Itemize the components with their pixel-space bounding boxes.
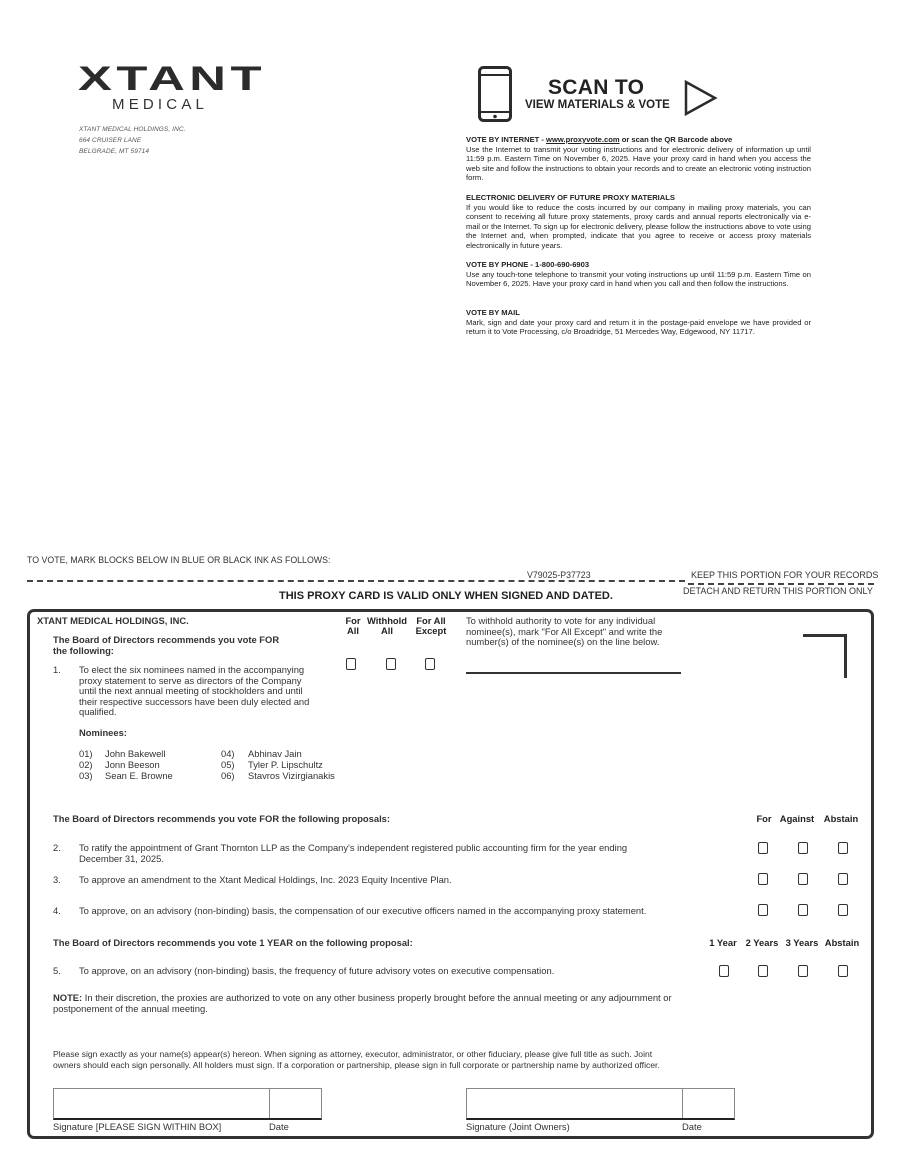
- nominee-num: 01): [79, 748, 93, 759]
- item-number: 3.: [53, 874, 61, 885]
- nominees-label: Nominees:: [79, 727, 127, 738]
- electronic-body: If you would like to reduce the costs incurred by our company in mailing proxy materials, you can consent to receiving all future proxy statements, proxy cards and annual reports electronically via e-mail or the Internet. To sign up for electronic delivery, please follow the instructions above to vote using the Internet and, when prompted, indicate that you agree to receive or access proxy materials electronically in future years.: [466, 202, 811, 250]
- joint-signature-label: Signature (Joint Owners): [466, 1121, 570, 1132]
- board-rec-1: The Board of Directors recommends you vote FOR the following:: [53, 634, 280, 656]
- date-label: Date: [269, 1121, 289, 1132]
- valid-notice: THIS PROXY CARD IS VALID ONLY WHEN SIGNED AND DATED.: [279, 590, 613, 602]
- proposal-3-text: To approve an amendment to the Xtant Medical Holdings, Inc. 2023 Equity Incentive Plan.: [79, 874, 452, 885]
- for-all-checkbox[interactable]: [346, 658, 356, 670]
- electronic-delivery: [466, 193, 811, 250]
- item1-text: To elect the six nominees named in the accompanying proxy statement to serve as directors of the Company until the next annual meeting of stockholders and until their respective successors have been duly elected and qualified.: [79, 664, 310, 717]
- p5-abstain-checkbox[interactable]: [838, 965, 848, 977]
- mail-heading: VOTE BY MAIL: [466, 308, 520, 317]
- scan-corner-mark: [803, 634, 847, 678]
- proposal-2-text: To ratify the appointment of Grant Thornton LLP as the Company's independent registered public accounting firm for the year ending December 31, 2025.: [79, 842, 628, 864]
- col-1-year: 1 Year: [709, 937, 737, 948]
- control-number: V79025-P37723: [527, 570, 591, 580]
- col-against: Against: [779, 813, 815, 824]
- p3-for-checkbox[interactable]: [758, 873, 768, 885]
- nominee-num: 06): [221, 770, 235, 781]
- to-vote-instruction: TO VOTE, MARK BLOCKS BELOW IN BLUE OR BLACK INK AS FOLLOWS:: [27, 555, 331, 565]
- col-abstain-freq: Abstain: [824, 937, 860, 948]
- xtant-logo: [78, 62, 266, 92]
- scan-subtitle: VIEW MATERIALS & VOTE: [525, 99, 670, 111]
- nominee-name: Abhinav Jain: [248, 748, 302, 759]
- proxyvote-link[interactable]: www.proxyvote.com: [546, 135, 620, 144]
- phone-body: Use any touch-tone telephone to transmit your voting instructions up until 11:59 p.m. Eastern Time on November 6, 2025. Have your proxy card in hand when you call and then follow the instructions.: [466, 269, 811, 288]
- nominee-num: 02): [79, 759, 93, 770]
- electronic-heading: ELECTRONIC DELIVERY OF FUTURE PROXY MATERIALS: [466, 193, 675, 202]
- item-number: 5.: [53, 965, 61, 976]
- play-arrow-icon: [684, 80, 718, 116]
- logo-wordmark: XTANT: [78, 62, 266, 92]
- mail-body: Mark, sign and date your proxy card and return it in the postage-paid envelope we have provided or return it to Vote Processing, c/o Broadridge, 51 Mercedes Way, Edgewood, NY 11717.: [466, 317, 811, 336]
- withhold-all-checkbox[interactable]: [386, 658, 396, 670]
- signature-label: Signature [PLEASE SIGN WITHIN BOX]: [53, 1121, 222, 1132]
- signature-box[interactable]: [53, 1088, 322, 1120]
- address-line: XTANT MEDICAL HOLDINGS, INC.: [79, 126, 186, 133]
- p3-abstain-checkbox[interactable]: [838, 873, 848, 885]
- nominee-name: Stavros Vizirgianakis: [248, 770, 335, 781]
- col-for-all-except: For All Except: [415, 615, 447, 636]
- date-label: Date: [682, 1121, 702, 1132]
- col-abstain: Abstain: [823, 813, 859, 824]
- phone-heading: VOTE BY PHONE - 1-800-690-6903: [466, 260, 590, 269]
- p4-for-checkbox[interactable]: [758, 904, 768, 916]
- card-company: XTANT MEDICAL HOLDINGS, INC.: [37, 615, 189, 626]
- note-text: NOTE: In their discretion, the proxies are authorized to vote on any other business properly brought before the annual meeting or any adjournment or postponement of the annual meeting.: [53, 992, 672, 1014]
- col-3-years: 3 Years: [785, 937, 819, 948]
- address-line: 664 CRUISER LANE: [79, 137, 142, 144]
- joint-signature-box[interactable]: [466, 1088, 735, 1120]
- detach-line-right: [688, 583, 874, 585]
- p4-abstain-checkbox[interactable]: [838, 904, 848, 916]
- withhold-note: To withhold authority to vote for any individual nominee(s), mark "For All Except" and write the number(s) of the nominee(s) on the line below.: [466, 615, 663, 647]
- col-2-years: 2 Years: [745, 937, 779, 948]
- nominee-num: 04): [221, 748, 235, 759]
- internet-heading-tail: or scan the QR Barcode above: [619, 135, 733, 144]
- nominee-num: 05): [221, 759, 235, 770]
- internet-body: Use the Internet to transmit your voting instructions and for electronic delivery of information up until 11:59 p.m. Eastern Time on November 6, 2025. Have your proxy card in hand when you access the web site and follow the instructions to obtain your records and to create an electronic voting instruction form.: [466, 144, 811, 182]
- proposal-5-text: To approve, on an advisory (non-binding) basis, the frequency of future advisory votes on executive compensation.: [79, 965, 555, 976]
- nominee-name: John Bakewell: [105, 748, 166, 759]
- logo-medical: MEDICAL: [112, 96, 209, 113]
- internet-heading: VOTE BY INTERNET -: [466, 135, 547, 144]
- col-for: For: [756, 813, 772, 824]
- nominee-name: Tyler P. Lipschultz: [248, 759, 323, 770]
- p3-against-checkbox[interactable]: [798, 873, 808, 885]
- nominee-num: 03): [79, 770, 93, 781]
- nominee-name: Jonn Beeson: [105, 759, 160, 770]
- p5-1-year-checkbox[interactable]: [719, 965, 729, 977]
- board-rec-2: The Board of Directors recommends you vote FOR the following proposals:: [53, 813, 391, 824]
- nominee-name: Sean E. Browne: [105, 770, 173, 781]
- p2-abstain-checkbox[interactable]: [838, 842, 848, 854]
- except-nominee-line[interactable]: [466, 672, 681, 674]
- vote-by-phone: [466, 260, 811, 289]
- item-number: 2.: [53, 842, 61, 853]
- detach-line: [27, 580, 685, 582]
- detach-portion-label: DETACH AND RETURN THIS PORTION ONLY: [683, 586, 873, 596]
- item-number: 4.: [53, 905, 61, 916]
- signing-instructions: Please sign exactly as your name(s) appear(s) hereon. When signing as attorney, executor, administrator, or other fiduciary, please give full title as such. Joint owners should each sign personally. All holders must sign. If a corporation or partnership, please sign in full corporate or partnership name by authorized officer.: [53, 1049, 660, 1070]
- p5-2-years-checkbox[interactable]: [758, 965, 768, 977]
- vote-by-internet: [466, 135, 811, 183]
- address-line: BELGRADE, MT 59714: [79, 148, 150, 155]
- scan-title: SCAN TO: [548, 76, 645, 99]
- p5-3-years-checkbox[interactable]: [798, 965, 808, 977]
- board-rec-3: The Board of Directors recommends you vote 1 YEAR on the following proposal:: [53, 937, 413, 948]
- vote-by-mail: [466, 308, 811, 337]
- for-all-except-checkbox[interactable]: [425, 658, 435, 670]
- col-for-all: For All: [345, 615, 361, 636]
- p4-against-checkbox[interactable]: [798, 904, 808, 916]
- proposal-4-text: To approve, on an advisory (non-binding) basis, the compensation of our executive officers named in the accompanying proxy statement.: [79, 905, 647, 916]
- col-withhold-all: Withhold All: [366, 615, 407, 636]
- p2-for-checkbox[interactable]: [758, 842, 768, 854]
- keep-portion-label: KEEP THIS PORTION FOR YOUR RECORDS: [691, 570, 879, 580]
- p2-against-checkbox[interactable]: [798, 842, 808, 854]
- item-number: 1.: [53, 664, 61, 675]
- smartphone-icon: [478, 66, 512, 122]
